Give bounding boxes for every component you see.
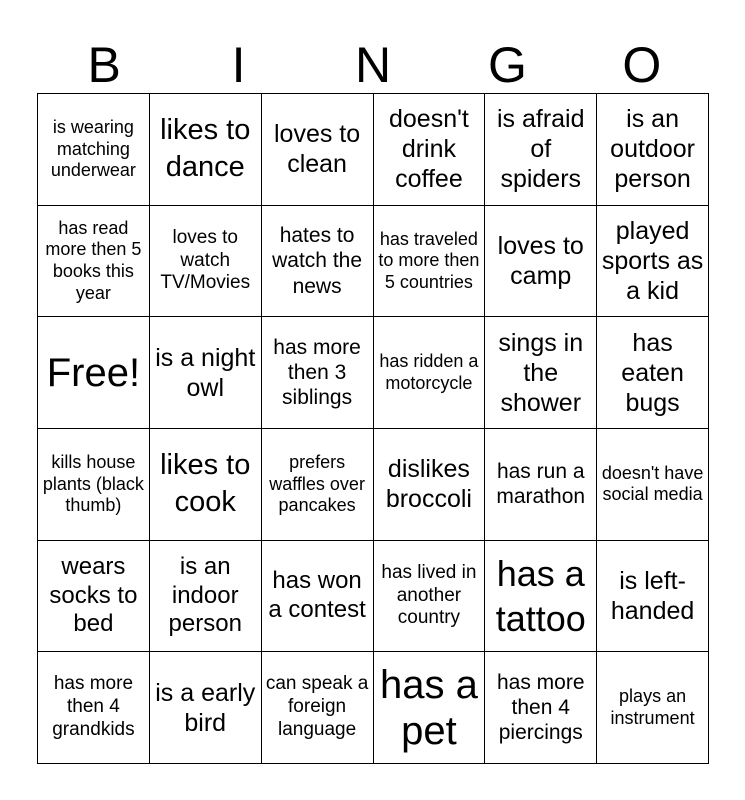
bingo-cell[interactable]: has read more then 5 books this year <box>38 206 150 318</box>
bingo-cell[interactable]: has a tattoo <box>485 541 597 653</box>
free-space-cell[interactable]: Free! <box>38 317 150 429</box>
bingo-cell[interactable]: loves to camp <box>485 206 597 318</box>
bingo-cell[interactable]: has traveled to more then 5 countries <box>374 206 486 318</box>
header-letter-b: B <box>87 37 121 93</box>
bingo-cell[interactable]: is an outdoor person <box>597 94 709 206</box>
bingo-cell[interactable]: is a night owl <box>150 317 262 429</box>
bingo-grid <box>37 93 709 764</box>
bingo-cell[interactable]: plays an instrument <box>597 652 709 764</box>
bingo-header <box>37 36 709 94</box>
bingo-cell[interactable]: loves to clean <box>262 94 374 206</box>
bingo-cell[interactable]: has eaten bugs <box>597 317 709 429</box>
bingo-cell[interactable]: can speak a foreign language <box>262 652 374 764</box>
bingo-cell[interactable]: has ridden a motorcycle <box>374 317 486 429</box>
bingo-cell[interactable]: doesn't drink coffee <box>374 94 486 206</box>
bingo-cell[interactable]: prefers waffles over pancakes <box>262 429 374 541</box>
bingo-cell[interactable]: played sports as a kid <box>597 206 709 318</box>
bingo-cell[interactable]: is a early bird <box>150 652 262 764</box>
bingo-cell[interactable]: is afraid of spiders <box>485 94 597 206</box>
header-letter-i: I <box>231 37 246 93</box>
bingo-cell[interactable]: is left-handed <box>597 541 709 653</box>
bingo-cell[interactable]: dislikes broccoli <box>374 429 486 541</box>
header-letter-n: N <box>354 37 392 93</box>
bingo-cell[interactable]: is an indoor person <box>150 541 262 653</box>
bingo-cell[interactable]: is wearing matching underwear <box>38 94 150 206</box>
bingo-cell[interactable]: sings in the shower <box>485 317 597 429</box>
bingo-cell[interactable]: likes to dance <box>150 94 262 206</box>
bingo-cell[interactable]: has more then 3 siblings <box>262 317 374 429</box>
bingo-cell[interactable]: wears socks to bed <box>38 541 150 653</box>
bingo-cell[interactable]: has run a marathon <box>485 429 597 541</box>
bingo-cell[interactable]: has won a contest <box>262 541 374 653</box>
bingo-cell[interactable]: hates to watch the news <box>262 206 374 318</box>
header-letter-g: G <box>487 37 527 93</box>
bingo-cell[interactable]: kills house plants (black thumb) <box>38 429 150 541</box>
bingo-cell[interactable]: has more then 4 piercings <box>485 652 597 764</box>
bingo-cell[interactable]: doesn't have social media <box>597 429 709 541</box>
bingo-cell[interactable]: has more then 4 grandkids <box>38 652 150 764</box>
bingo-cell[interactable]: has a pet <box>374 652 486 764</box>
bingo-cell[interactable]: loves to watch TV/Movies <box>150 206 262 318</box>
bingo-cell[interactable]: likes to cook <box>150 429 262 541</box>
bingo-cell[interactable]: has lived in another country <box>374 541 486 653</box>
header-letter-o: O <box>622 37 662 93</box>
